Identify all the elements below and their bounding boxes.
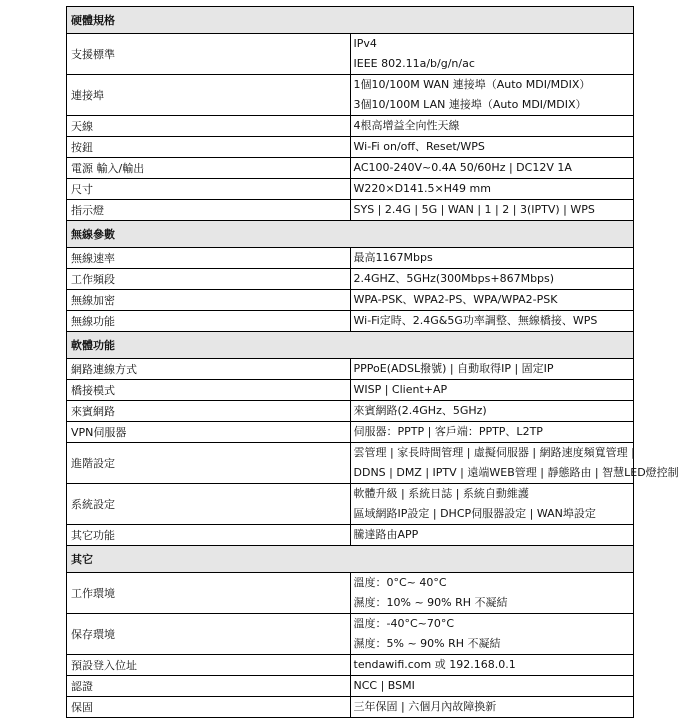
spec-value [350, 137, 634, 158]
spec-label: 指示燈 [67, 200, 351, 221]
spec-label: 電源 輸入/輸出 [67, 158, 351, 179]
spec-label: 按鈕 [67, 137, 351, 158]
spec-value-line: AC100-240V~0.4A 50/60Hz | DC12V 1A [353, 161, 572, 174]
spec-value [350, 422, 634, 443]
spec-value-line: NCC | BSMI [353, 679, 415, 692]
spec-row [67, 443, 634, 484]
spec-value [350, 697, 634, 718]
spec-label: 無線速率 [67, 248, 351, 269]
spec-value-line: 4根高增益全向性天線 [353, 119, 460, 132]
spec-value-line: 伺服器：PPTP | 客戶端：PPTP、L2TP [353, 425, 543, 438]
spec-value [350, 484, 634, 525]
spec-value-line: 來賓網路(2.4GHz、5GHz) [353, 404, 487, 417]
spec-label: 連接埠 [67, 75, 351, 116]
section-title: 其它 [67, 546, 634, 573]
spec-label: 網路連線方式 [67, 359, 351, 380]
spec-value-line: IEEE 802.11a/b/g/n/ac [353, 57, 475, 70]
spec-value [350, 573, 634, 614]
spec-label: 橋接模式 [67, 380, 351, 401]
spec-row [67, 269, 634, 290]
section-header-software [67, 332, 634, 359]
spec-label: 系統設定 [67, 484, 351, 525]
spec-value-line: 2.4GHZ、5GHz(300Mbps+867Mbps) [353, 272, 555, 285]
spec-value [350, 676, 634, 697]
spec-row [67, 75, 634, 116]
spec-label: 工作環境 [67, 573, 351, 614]
spec-table [66, 6, 679, 718]
spec-row [67, 158, 634, 179]
spec-row [67, 484, 634, 525]
spec-row [67, 655, 634, 676]
spec-value-line: 雲管理 | 家長時間管理 | 虛擬伺服器 | 網路速度頻寬管理 | [353, 446, 635, 459]
spec-label: 預設登入位址 [67, 655, 351, 676]
spec-value-line: 溫度：-40°C~70°C [353, 617, 455, 630]
spec-value [350, 34, 634, 75]
spec-row [67, 573, 634, 614]
spec-value-line: IPv4 [353, 37, 377, 50]
spec-value-line: 區域網路IP設定 | DHCP伺服器設定 | WAN埠設定 [353, 507, 596, 520]
spec-value-line: 濕度：5% ~ 90% RH 不凝結 [353, 637, 501, 650]
spec-row [67, 179, 634, 200]
spec-value [350, 200, 634, 221]
spec-value-line: DDNS | DMZ | IPTV | 遠端WEB管理 | 靜態路由 | 智慧LED燈控制 [353, 466, 679, 479]
spec-value-line: 騰達路由APP [353, 528, 419, 541]
spec-label: 保存環境 [67, 614, 351, 655]
spec-value [350, 248, 634, 269]
spec-label: 尺寸 [67, 179, 351, 200]
spec-value-line: 濕度：10% ~ 90% RH 不凝結 [353, 596, 508, 609]
spec-value-line: 溫度：0°C~ 40°C [353, 576, 447, 589]
spec-value [350, 525, 634, 546]
spec-value [350, 614, 634, 655]
spec-label: 工作頻段 [67, 269, 351, 290]
spec-row [67, 290, 634, 311]
spec-row [67, 311, 634, 332]
spec-value [350, 75, 634, 116]
spec-row [67, 614, 634, 655]
spec-value [350, 116, 634, 137]
section-header-wireless [67, 221, 634, 248]
spec-label: 保固 [67, 697, 351, 718]
spec-value-line: 最高1167Mbps [353, 251, 433, 264]
spec-value [350, 269, 634, 290]
spec-value-line: W220×D141.5×H49 mm [353, 182, 491, 195]
spec-label: 天線 [67, 116, 351, 137]
spec-label: 認證 [67, 676, 351, 697]
spec-row [67, 137, 634, 158]
spec-row [67, 200, 634, 221]
spec-row [67, 401, 634, 422]
section-title: 無線參數 [67, 221, 634, 248]
spec-label: 支援標準 [67, 34, 351, 75]
spec-row [67, 697, 634, 718]
spec-value-line: tendawifi.com 或 192.168.0.1 [353, 658, 516, 671]
spec-value [350, 311, 634, 332]
spec-label: 其它功能 [67, 525, 351, 546]
spec-value [350, 380, 634, 401]
spec-value [350, 443, 679, 484]
spec-value-line: SYS | 2.4G | 5G | WAN | 1 | 2 | 3(IPTV) | WPS [353, 203, 595, 216]
spec-row [67, 116, 634, 137]
spec-value [350, 158, 634, 179]
spec-label: 來賓網路 [67, 401, 351, 422]
spec-value-line: PPPoE(ADSL撥號) | 自動取得IP | 固定IP [353, 362, 554, 375]
spec-value-line: 三年保固 | 六個月內故障換新 [353, 700, 497, 713]
spec-value-line: 3個10/100M LAN 連接埠（Auto MDI/MDIX） [353, 98, 587, 111]
section-title: 軟體功能 [67, 332, 634, 359]
spec-label: 無線加密 [67, 290, 351, 311]
spec-value [350, 655, 634, 676]
spec-value-line: 軟體升級 | 系統日誌 | 系統自動維護 [353, 487, 529, 500]
spec-label: 進階設定 [67, 443, 351, 484]
spec-value [350, 359, 634, 380]
spec-row [67, 676, 634, 697]
spec-row [67, 422, 634, 443]
section-title: 硬體規格 [67, 7, 634, 34]
spec-row [67, 248, 634, 269]
spec-value [350, 179, 634, 200]
section-header-other [67, 546, 634, 573]
spec-value-line: Wi-Fi定時、2.4G&5G功率調整、無線橋接、WPS [353, 314, 598, 327]
spec-value-line: WISP | Client+AP [353, 383, 448, 396]
spec-value-line: Wi-Fi on/off、Reset/WPS [353, 140, 485, 153]
spec-row [67, 380, 634, 401]
spec-row [67, 525, 634, 546]
section-header-hardware [67, 7, 634, 34]
spec-label: VPN伺服器 [67, 422, 351, 443]
spec-row [67, 34, 634, 75]
spec-label: 無線功能 [67, 311, 351, 332]
spec-value [350, 290, 634, 311]
spec-value-line: WPA-PSK、WPA2-PS、WPA/WPA2-PSK [353, 293, 558, 306]
spec-value [350, 401, 634, 422]
spec-value-line: 1個10/100M WAN 連接埠（Auto MDI/MDIX） [353, 78, 591, 91]
spec-row [67, 359, 634, 380]
